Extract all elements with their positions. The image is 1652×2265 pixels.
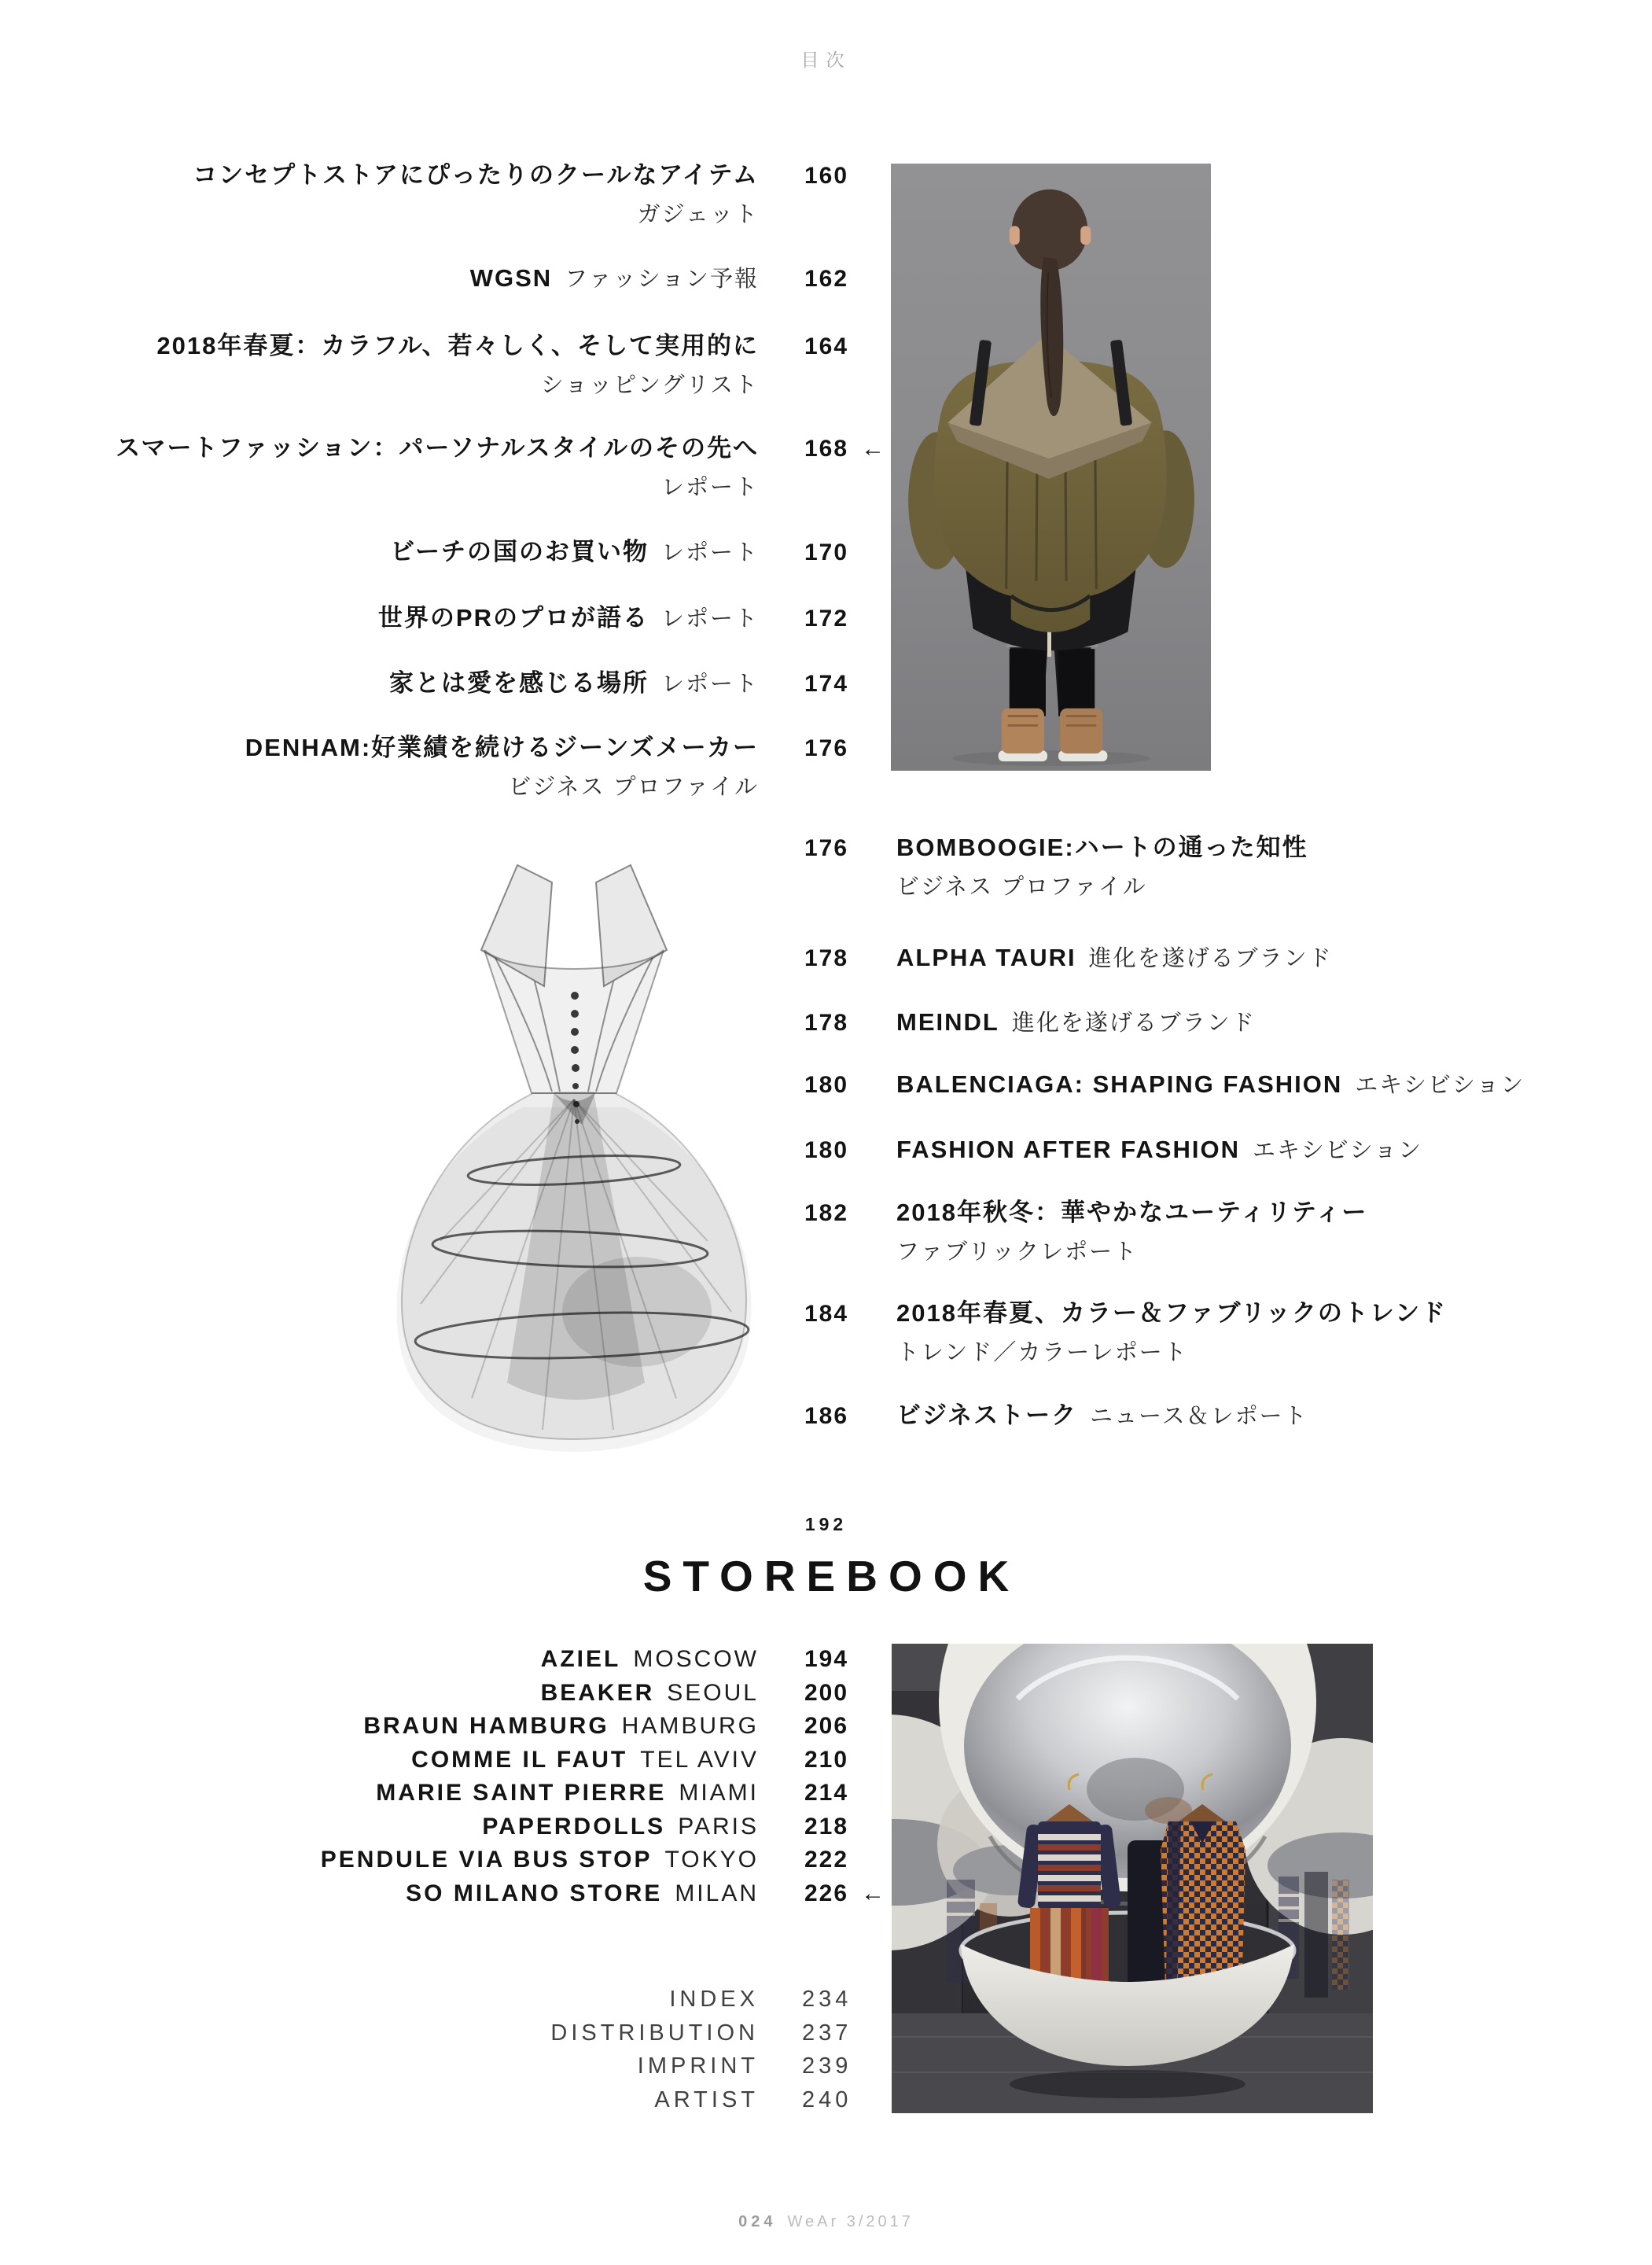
toc-title: 2018年秋冬：華やかなユーティリティー [896, 1199, 1368, 1226]
storebook-section-page-number: 192 [804, 1514, 848, 1534]
store-name: BRAUN HAMBURG [363, 1713, 609, 1739]
toc-entry [79, 538, 889, 567]
toc-title: BOMBOOGIE:ハートの通った知性 [896, 834, 1308, 861]
toc-page-number: 164 [804, 333, 849, 359]
store-city: HAMBURG [621, 1713, 759, 1739]
store-name: SO MILANO STORE [406, 1880, 663, 1906]
toc-category: エキシビション [1252, 1138, 1423, 1163]
storebook-heading: STOREBOOK [642, 1552, 1021, 1600]
toc-page-number: 186 [804, 1403, 849, 1429]
toc-entry [804, 1299, 1543, 1366]
toc-entry [804, 1199, 1543, 1265]
store-name: BEAKER [540, 1680, 655, 1706]
store-page-number: 210 [804, 1747, 849, 1773]
backmatter-label: IMPRINT [637, 2053, 759, 2079]
toc-page-number: 174 [804, 671, 849, 697]
store-city: TOKYO [664, 1847, 759, 1873]
store-entry [79, 1779, 889, 1806]
toc-category: ファッション予報 [565, 267, 759, 292]
store-name: AZIEL [540, 1646, 621, 1672]
footer-issue: WeAr 3/2017 [787, 2213, 914, 2230]
store-interior-photo [892, 1644, 1373, 2113]
toc-page-number: 176 [804, 735, 849, 761]
toc-entry [804, 1136, 1543, 1165]
toc-page-number: 172 [804, 606, 849, 632]
backmatter-entry [79, 1986, 889, 2013]
toc-entry [804, 944, 1543, 973]
toc-page-number: 182 [804, 1200, 849, 1226]
toc-page-number: 180 [804, 1137, 849, 1163]
xray-dress-image [346, 832, 802, 1469]
toc-title: 2018年春夏：カラフル、若々しく、そして実用的に [156, 332, 759, 359]
toc-title: 2018年春夏、カラー＆ファブリックのトレンド [896, 1299, 1448, 1327]
toc-title: コンセプトストアにぴったりのクールなアイテム [193, 161, 759, 189]
toc-subtitle: ショッピングリスト [540, 372, 759, 398]
toc-entry [79, 434, 889, 501]
toc-subtitle: ファブリックレポート [896, 1239, 1139, 1265]
toc-title: 世界のPRのプロが語る [377, 604, 649, 632]
toc-category: レポート [660, 540, 759, 565]
store-city: SEOUL [667, 1680, 759, 1706]
toc-page-number: 178 [804, 945, 849, 971]
footer-page-number: 024 [738, 2213, 777, 2230]
model-photo [891, 164, 1211, 771]
store-city: MILAN [675, 1880, 759, 1906]
toc-title: MEINDL [896, 1008, 999, 1036]
store-page-number: 218 [804, 1814, 849, 1840]
toc-subtitle: ビジネス プロファイル [508, 774, 759, 800]
toc-entry [79, 734, 889, 801]
toc-category: 進化を遂げるブランド [1011, 1011, 1256, 1036]
toc-entry [804, 834, 1543, 900]
backmatter-entry [79, 2086, 889, 2113]
backmatter-page-number: 240 [802, 2087, 852, 2112]
store-city: PARIS [678, 1814, 759, 1840]
backmatter-label: INDEX [669, 1987, 759, 2012]
backmatter-label: ARTIST [654, 2087, 759, 2112]
xray-dress-illustration [346, 832, 802, 1469]
toc-page-number: 170 [804, 540, 849, 565]
toc-entry [79, 264, 889, 293]
toc-subtitle: ビジネス プロファイル [896, 874, 1147, 900]
toc-title: DENHAM:好業績を続けるジーンズメーカー [245, 734, 759, 761]
store-entry [79, 1679, 889, 1707]
toc-page-number: 168 [804, 436, 849, 462]
toc-entry [79, 161, 889, 228]
store-page-number: 200 [804, 1680, 849, 1706]
store-name: MARIE SAINT PIERRE [376, 1780, 667, 1806]
store-entry [79, 1846, 889, 1873]
toc-category: レポート [660, 672, 759, 697]
store-page-number: 214 [804, 1780, 849, 1806]
toc-title: BALENCIAGA: SHAPING FASHION [896, 1070, 1343, 1098]
page-title: 目次 [800, 50, 852, 70]
store-city: TEL AVIV [640, 1747, 759, 1773]
toc-entry [79, 604, 889, 633]
store-page-number: 206 [804, 1713, 849, 1739]
left-arrow-icon: ← [861, 1880, 885, 1906]
store-name: PENDULE VIA BUS STOP [320, 1847, 653, 1873]
store-page-number: 222 [804, 1847, 849, 1873]
toc-entry [79, 669, 889, 698]
toc-page-number: 160 [804, 163, 849, 189]
store-city: MOSCOW [633, 1646, 759, 1672]
toc-category: 進化を遂げるブランド [1088, 946, 1333, 971]
store-interior-illustration [892, 1644, 1373, 2113]
toc-page-number: 176 [804, 835, 849, 861]
toc-title: FASHION AFTER FASHION [896, 1136, 1240, 1163]
store-city: MIAMI [679, 1780, 759, 1806]
store-name: COMME IL FAUT [411, 1747, 628, 1773]
toc-title: 家とは愛を感じる場所 [388, 669, 649, 697]
store-name: PAPERDOLLS [482, 1814, 666, 1840]
toc-page-number: 162 [804, 266, 849, 292]
toc-title: スマートファッション：パーソナルスタイルのその先へ [116, 434, 759, 462]
toc-entry [804, 1008, 1543, 1037]
toc-title: ビジネストーク [896, 1401, 1078, 1429]
left-arrow-icon: ← [861, 436, 885, 462]
toc-subtitle: トレンド／カラーレポート [896, 1339, 1188, 1365]
toc-subtitle: ガジェット [637, 201, 759, 227]
toc-category: レポート [660, 606, 759, 632]
backmatter-entry [79, 2020, 889, 2046]
store-entry [79, 1712, 889, 1740]
toc-category: ニュース＆レポート [1090, 1404, 1308, 1429]
toc-title: ALPHA TAURI [896, 944, 1076, 971]
store-entry [79, 1813, 889, 1840]
backmatter-page-number: 239 [802, 2053, 852, 2079]
page-footer [0, 2213, 1652, 2231]
toc-page-number: 184 [804, 1301, 849, 1327]
toc-entry [79, 332, 889, 399]
toc-category: エキシビション [1355, 1073, 1525, 1098]
store-entry [79, 1746, 889, 1773]
backmatter-page-number: 234 [802, 1987, 852, 2012]
toc-entry [804, 1070, 1543, 1099]
toc-title: ビーチの国のお買い物 [390, 538, 649, 565]
store-page-number: 194 [804, 1646, 849, 1672]
store-entry [79, 1645, 889, 1673]
toc-page-number: 180 [804, 1072, 849, 1098]
toc-entry [804, 1401, 1543, 1431]
toc-page-number: 178 [804, 1010, 849, 1036]
store-page-number: 226 [804, 1880, 849, 1906]
toc-subtitle: レポート [660, 474, 759, 500]
toc-title: WGSN [469, 264, 553, 292]
store-entry [79, 1880, 889, 1907]
backmatter-page-number: 237 [802, 2020, 852, 2046]
backmatter-entry [79, 2053, 889, 2079]
model-photo-illustration [891, 164, 1211, 771]
backmatter-label: DISTRIBUTION [550, 2020, 759, 2046]
